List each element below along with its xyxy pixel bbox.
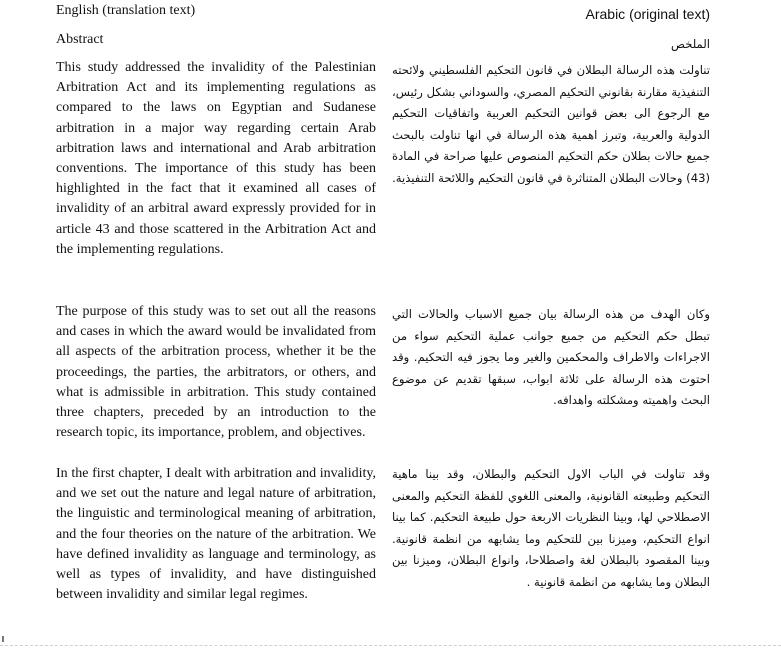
arabic-column-header: Arabic (original text) xyxy=(585,6,710,22)
english-paragraph-2: The purpose of this study was to set out all the reasons and cases in which the award would be invalidated from all aspects of the arbitration process, whether it be the proceedings, the parties, the arbitrators, or others, and what is admissible in arbitration. This study contained three chapters, preceded by an introduction to the research topic, its importance, problem, and objectives. xyxy=(56,304,376,441)
english-paragraph-1: This study addressed the invalidity of the Palestinian Arbitration Act and its implementing regulations as compared to the laws on Egyptian and Sudanese arbitration in a major way regarding certain Arab arbitration laws and international and Arab arbitration conventions. The importance of this study has been highlighted in the fact that it examined all cases of invalidity of an arbitral award expressly provided for in article 43 and those scattered in the Arbitration Act and the implementing regulations. xyxy=(56,60,376,257)
arabic-paragraph-1: تناولت هذه الرسالة البطلان في قانون التحكيم الفلسطيني ولائحته التنفيذية مقارنة بقانوني التحكيم المصري، والسوداني بشكل رئيس، مع الرجوع الى بعض قوانين التحكيم العربية واتفاقيات التحكيم الدولية والعربية، وتبرز اهمية هذه الرسالة في انها تناولت بالبحث جميع حالات بطلان حكم التحكيم المنصوص عليها صراحة في المادة (43) وحالات البطلان المتناثرة في قانون التحكيم واللائحة التنفيذية. xyxy=(392,63,710,185)
page-corner-mark xyxy=(2,636,4,642)
english-abstract-title: Abstract xyxy=(56,32,104,47)
arabic-abstract-title: الملخص xyxy=(671,37,710,51)
english-paragraph-3: In the first chapter, I dealt with arbitration and invalidity, and we set out the nature and legal nature of arbitration, the linguistic and terminological meaning of arbitration, and the four theories on the nature of the arbitration. We have defined invalidity as language and terminology, as well as types of invalidity, and have distinguished between invalidity and similar legal regimes. xyxy=(56,466,376,603)
page-bottom-divider xyxy=(0,645,781,646)
arabic-paragraph-2: وكان الهدف من هذه الرسالة بيان جميع الاسباب والحالات التي تبطل حكم التحكيم من جميع جوانب عملية التحكيم سواء من الاجراءات والاطراف والمحكمين والغير وما يجوز فيه التحكيم. وقد احتوت هذه الرسالة على ثلاثة ابواب، سبقها تقديم عن موضوع البحث واهميته ومشكلته واهدافه. xyxy=(392,307,710,407)
english-column-header: English (translation text) xyxy=(56,3,196,18)
arabic-paragraph-3: وقد تناولت في الباب الاول التحكيم والبطلان، وقد بينا ماهية التحكيم وطبيعته القانونية، والمعنى اللغوي للفظة التحكيم والمعنى الاصطلاحي لها، وبينا النظريات الاربعة حول طبيعة التحكيم. كما بينا انواع التحكيم، وميزنا بين للتحكيم وما يشابهه من انظمة قانونية. وبينا المقصود بالبطلان لغة واصطلاحا، وانواع البطلان، وميزنا بين البطلان وما يشابهه من انظمة قانونية . xyxy=(392,467,710,589)
